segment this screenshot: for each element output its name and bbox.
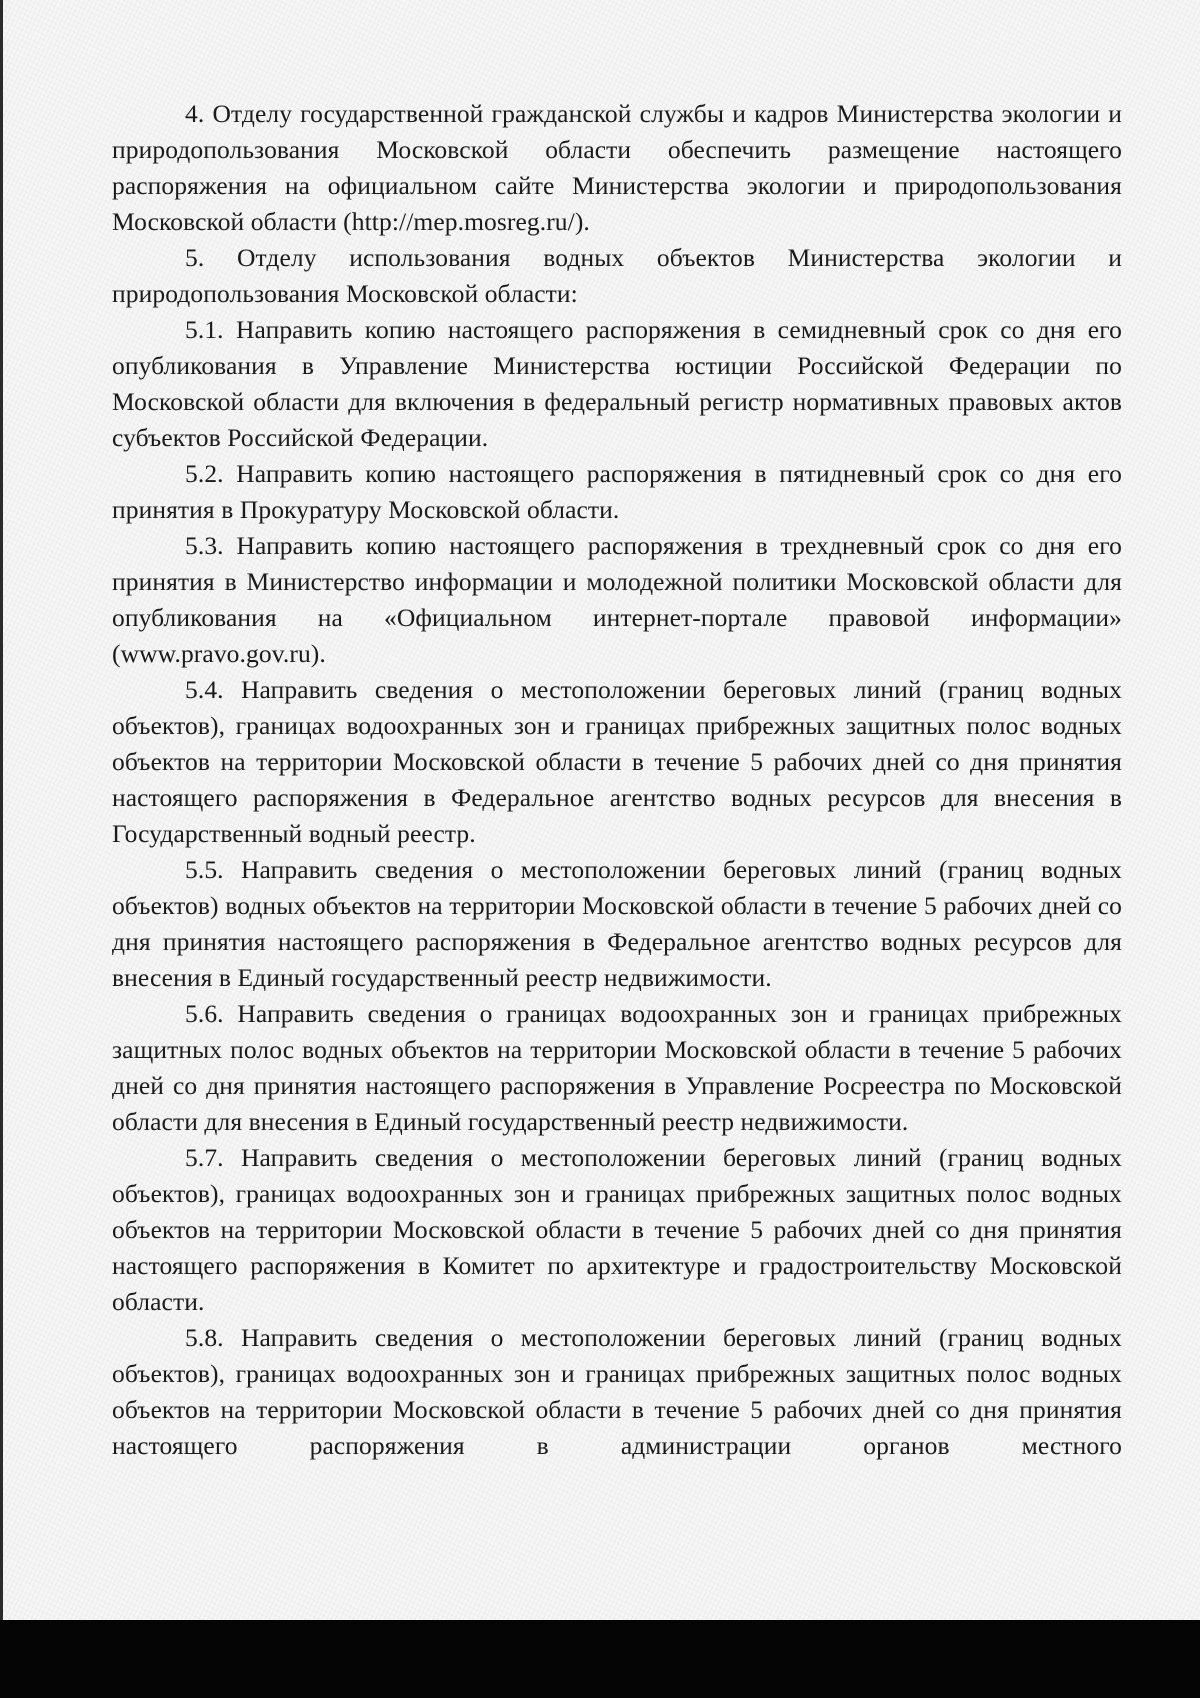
paragraph-5-8: 5.8. Направить сведения о местоположении береговых линий (границ водных объектов), границах водоохранных зон и границах прибрежных защитных полос водных объектов на территории Московской области в течение 5 рабочих дней со дня принятия настоящего распоряжения в администрации органов местного	[112, 1323, 1122, 1460]
paragraph-5-2: 5.2. Направить копию настоящего распоряжения в пятидневный срок со дня его принятия в Прокуратуру Московской области.	[112, 459, 1122, 524]
paragraph-5-5: 5.5. Направить сведения о местоположении береговых линий (границ водных объектов) водных объектов на территории Московской области в течение 5 рабочих дней со дня принятия настоящего распоряжения в Федеральное агентство водных ресурсов для внесения в Единый государственный реестр недвижимости.	[112, 855, 1122, 992]
paragraph-5-3: 5.3. Направить копию настоящего распоряжения в трехдневный срок со дня его принятия в Министерство информации и молодежной политики Московской области для опубликования на «Официальном интернет-портале правовой информации» (www.pravo.gov.ru).	[112, 531, 1122, 668]
paragraph-5-7: 5.7. Направить сведения о местоположении береговых линий (границ водных объектов), границах водоохранных зон и границах прибрежных защитных полос водных объектов на территории Московской области в течение 5 рабочих дней со дня принятия настоящего распоряжения в Комитет по архитектуре и градостроительству Московской области.	[112, 1143, 1122, 1316]
paragraph-5-4: 5.4. Направить сведения о местоположении береговых линий (границ водных объектов), границах водоохранных зон и границах прибрежных защитных полос водных объектов на территории Московской области в течение 5 рабочих дней со дня принятия настоящего распоряжения в Федеральное агентство водных ресурсов для внесения в Государственный водный реестр.	[112, 675, 1122, 848]
scan-left-edge	[0, 0, 3, 1620]
paragraph-4: 4. Отделу государственной гражданской службы и кадров Министерства экологии и природопользования Московской области обеспечить размещение настоящего распоряжения на официальном сайте Министерства экологии и природопользования Московской области (http://mep.mosreg.ru/).	[112, 99, 1122, 236]
scan-bottom-band	[0, 1620, 1200, 1698]
paragraph-5-1: 5.1. Направить копию настоящего распоряжения в семидневный срок со дня его опубликования в Управление Министерства юстиции Российской Федерации по Московской области для включения в федеральный регистр нормативных правовых актов субъектов Российской Федерации.	[112, 315, 1122, 452]
document-body	[112, 96, 1122, 1464]
paragraph-5: 5. Отделу использования водных объектов Министерства экологии и природопользования Московской области:	[112, 243, 1122, 308]
paragraph-5-6: 5.6. Направить сведения о границах водоохранных зон и границах прибрежных защитных полос водных объектов на территории Московской области в течение 5 рабочих дней со дня принятия настоящего распоряжения в Управление Росреестра по Московской области для внесения в Единый государственный реестр недвижимости.	[112, 999, 1122, 1136]
